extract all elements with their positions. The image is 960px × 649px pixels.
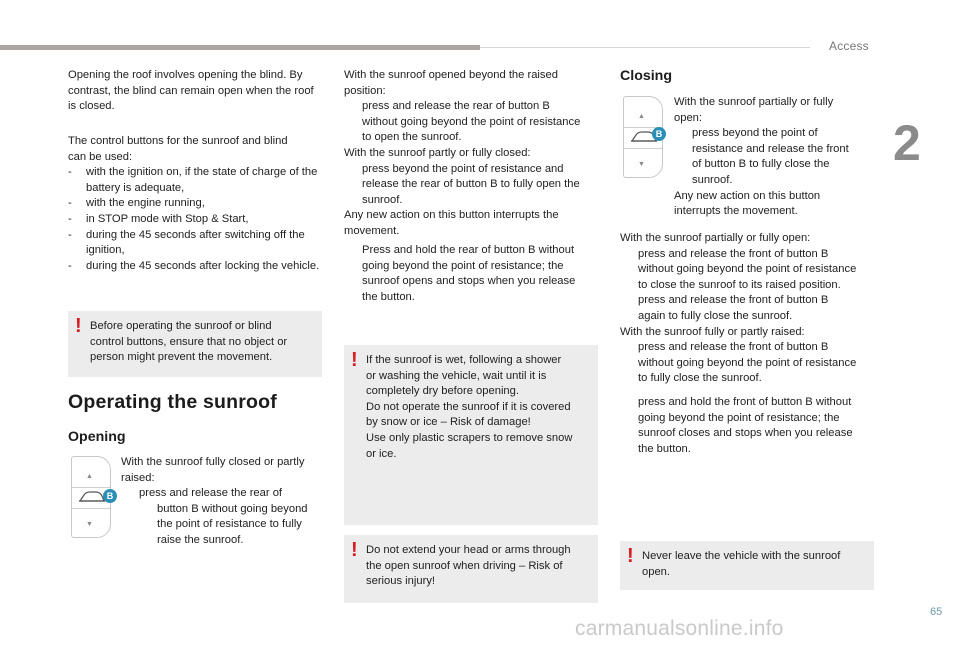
bullet-item: press and release the rear of button B without going beyond the point of resistance to open the sunroof. bbox=[362, 100, 581, 144]
header-rule bbox=[0, 45, 480, 50]
condition-item: - during the 45 seconds after switching off the ignition, bbox=[68, 228, 305, 257]
warning-box-obstruction bbox=[68, 311, 322, 377]
condition-item: - during the 45 seconds after locking the vehicle. bbox=[68, 259, 320, 272]
warning-box-leave-open bbox=[620, 541, 874, 590]
opening-condition: With the sunroof fully closed or partly raised: bbox=[121, 456, 305, 484]
closing-heading: Closing bbox=[620, 68, 673, 84]
page-number: 65 bbox=[930, 606, 943, 618]
section-heading: Operating the sunroof bbox=[68, 391, 277, 413]
condition-item: - in STOP mode with Stop & Start, bbox=[68, 212, 249, 225]
warning-icon: ! bbox=[627, 545, 634, 567]
raised-condition: With the sunroof fully or partly raised: bbox=[620, 325, 805, 338]
closing-condition: With the sunroof partially or fully open: bbox=[674, 96, 834, 124]
closed-condition: With the sunroof partly or fully closed: bbox=[344, 146, 531, 159]
control-conditions bbox=[68, 134, 324, 274]
opening-bullet: press and release the rear of button B without going beyond the point of resistance to fully raise the sunroof. bbox=[139, 487, 308, 546]
warning-icon: ! bbox=[75, 315, 82, 337]
arrow-down-icon: ▼ bbox=[86, 521, 93, 528]
condition-item: - with the engine running, bbox=[68, 197, 205, 210]
intro-text: Opening the roof involves opening the blind. By contrast, the blind can remain open when the roof is closed. bbox=[68, 69, 314, 113]
warning-text: Do not extend your head or arms through the open sunroof when driving – Risk of serious injury! bbox=[366, 544, 571, 588]
car-roof-icon bbox=[78, 490, 106, 504]
open-condition: With the sunroof partially or fully open: bbox=[620, 232, 811, 244]
closing-instructions bbox=[674, 95, 874, 220]
bullet-item: Press and hold the rear of button B without going beyond the point of resistance; the sunroof opens and stops when you release the button. bbox=[362, 244, 576, 303]
intro-paragraph bbox=[68, 68, 324, 115]
warning-icon: ! bbox=[351, 539, 358, 561]
opening-heading: Opening bbox=[68, 429, 126, 445]
section-title: Access bbox=[829, 39, 869, 53]
arrow-up-icon: ▲ bbox=[638, 113, 645, 120]
warning-text: Before operating the sunroof or blind control buttons, ensure that no object or person might prevent the movement. bbox=[90, 320, 288, 364]
opening-instructions bbox=[121, 455, 326, 549]
warning-box-wet-sunroof bbox=[344, 345, 598, 525]
bullet-item: press and release the front of button B again to fully close the sunroof. bbox=[638, 294, 829, 322]
hold-instruction bbox=[344, 243, 604, 305]
bullet-item: press and release the front of button B without going beyond the point of resistance to fully close the sunroof. bbox=[638, 341, 857, 385]
bullet-item: press beyond the point of resistance and release the rear of button B to fully open the sunroof. bbox=[362, 162, 580, 206]
chapter-number: 2 bbox=[893, 115, 921, 171]
column3-instructions bbox=[620, 231, 880, 387]
bullet-item: press and hold the front of button B without going beyond the point of resistance; the sunroof closes and stops when you release the button. bbox=[638, 396, 853, 455]
arrow-up-icon: ▲ bbox=[86, 473, 93, 480]
column2-instructions bbox=[344, 68, 604, 240]
arrow-down-icon: ▼ bbox=[638, 161, 645, 168]
warning-icon: ! bbox=[351, 349, 358, 371]
button-b-badge: B bbox=[103, 489, 117, 503]
condition-item: - with the ignition on, if the state of charge of the battery is adequate, bbox=[68, 166, 318, 194]
interrupt-note: Any new action on this button interrupts the movement. bbox=[674, 189, 821, 218]
closing-bullet: press beyond the point of resistance and release the front of button B to fully close the sunroof. bbox=[692, 127, 849, 186]
interrupt-note: Any new action on this button interrupts the movement. bbox=[344, 209, 559, 237]
hold-instruction bbox=[620, 395, 880, 457]
warning-text: Never leave the vehicle with the sunroof open. bbox=[642, 550, 841, 578]
bullet-item: press and release the front of button B without going beyond the point of resistance to close the sunroof to its raised position. bbox=[638, 247, 857, 291]
button-b-badge: B bbox=[652, 127, 666, 141]
warning-box-head-arms bbox=[344, 535, 598, 603]
watermark: carmanualsonline.info bbox=[575, 617, 784, 640]
header-rule-thin bbox=[480, 47, 810, 48]
control-intro-text: The control buttons for the sunroof and blind can be used: bbox=[68, 135, 288, 163]
raised-condition: With the sunroof opened beyond the raised position: bbox=[344, 69, 558, 97]
warning-text: If the sunroof is wet, following a shower or washing the vehicle, wait until it is completely dry before opening. Do not operate the sunroof if it is covered by snow or ice – Risk of damage! Use only plastic scrapers to remove snow or ice. bbox=[366, 354, 573, 460]
